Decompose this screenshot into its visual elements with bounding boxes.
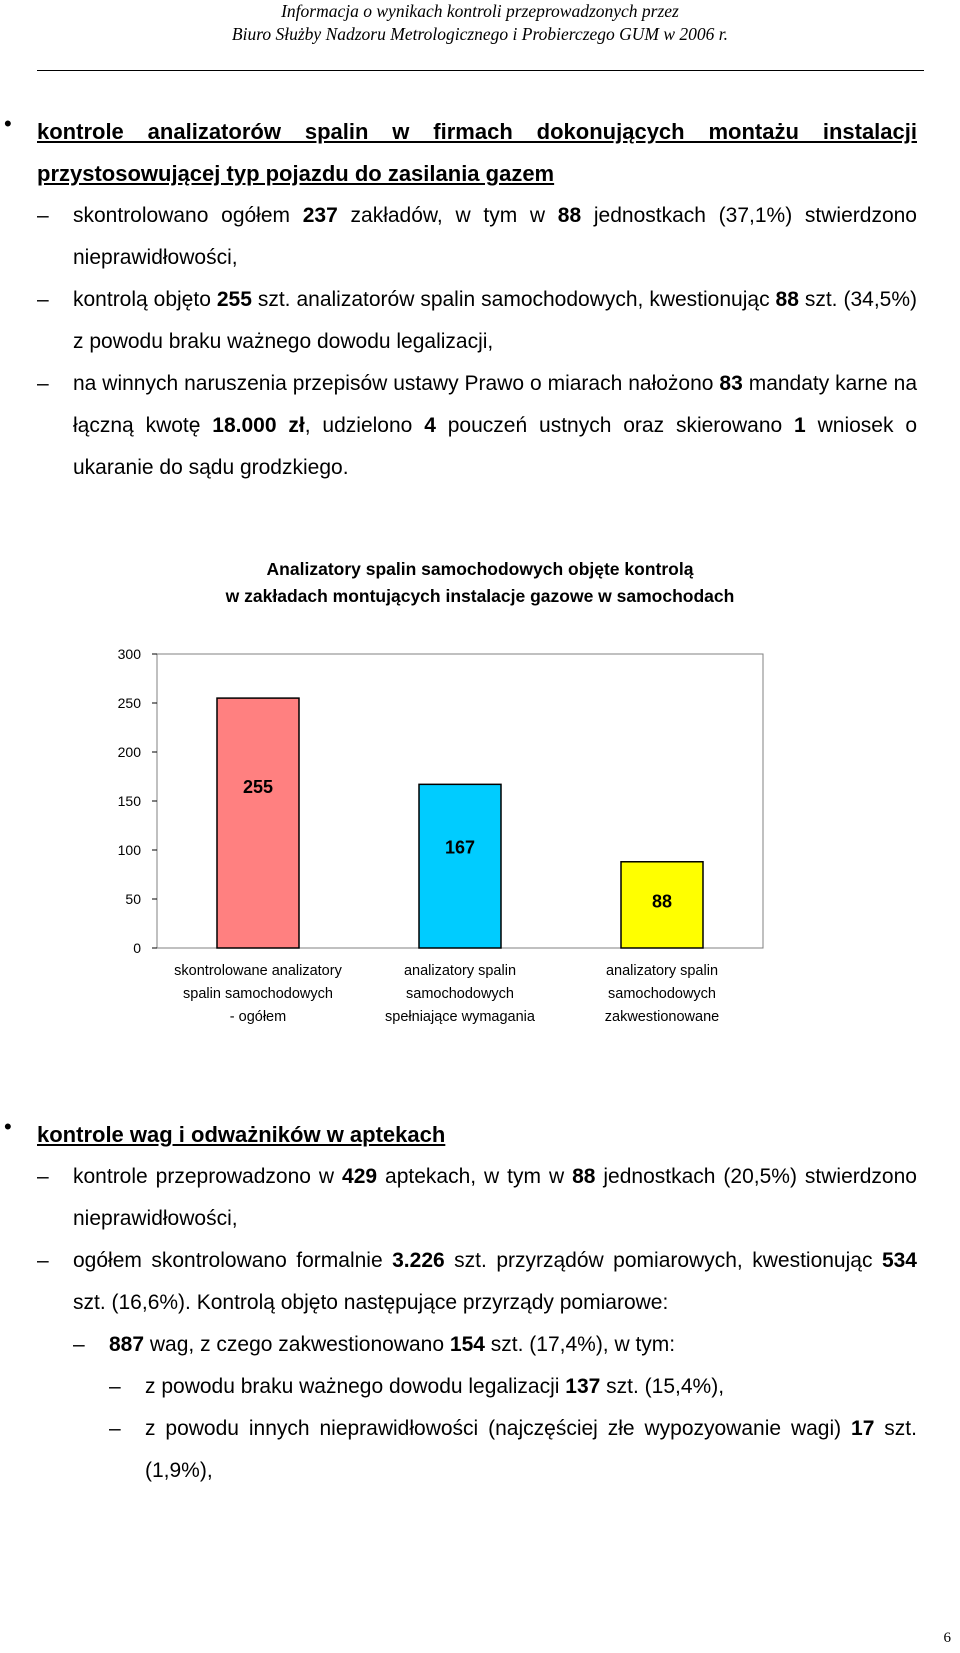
x-category-label-line: spalin samochodowych xyxy=(183,986,333,1002)
x-category-label xyxy=(552,960,772,1029)
y-tick-label: 250 xyxy=(117,695,141,711)
y-tick-label: 200 xyxy=(117,744,141,760)
y-tick-label: 50 xyxy=(125,891,141,907)
bar-value-label: 88 xyxy=(651,891,673,912)
list-item: – ogółem skontrolowano formalnie 3.226 szt. przyrządów pomiarowych, kwestionując 534 szt. (16,6%). Kontrolą objęto następujące przyrządy pomiarowe: xyxy=(73,1240,917,1324)
dash-icon: – xyxy=(37,372,49,395)
y-tick-label: 300 xyxy=(117,646,141,662)
chart-title-line-2: w zakładach montujących instalacje gazowe w samochodach xyxy=(225,586,735,606)
page-header xyxy=(0,0,960,46)
header-line-2: Biuro Służby Nadzoru Metrologicznego i Probierczego GUM w 2006 r. xyxy=(231,24,729,44)
x-category-label xyxy=(148,960,368,1029)
sub-sub-list-item: – z powodu innych nieprawidłowości (najczęściej złe wypozyowanie wagi) 17 szt. (1,9%), xyxy=(145,1408,917,1492)
section-pharmacy-scales xyxy=(4,1114,917,1492)
dash-icon: – xyxy=(37,1165,49,1188)
sub-list-item: – 887 wag, z czego zakwestionowano 154 szt. (17,4%), w tym: xyxy=(109,1324,917,1366)
list-item: – kontrolą objęto 255 szt. analizatorów spalin samochodowych, kwestionując 88 szt. (34,5%) z powodu braku ważnego dowodu legalizacji, xyxy=(73,279,917,363)
bullet-dot-icon: • xyxy=(4,1114,12,1139)
list-item: – skontrolowano ogółem 237 zakładów, w tym w 88 jednostkach (37,1%) stwierdzono nieprawidłowości, xyxy=(73,195,917,279)
chart-title-line-1: Analizatory spalin samochodowych objęte kontrolą xyxy=(266,559,694,579)
list-item: – kontrole przeprowadzono w 429 aptekach, w tym w 88 jednostkach (20,5%) stwierdzono nieprawidłowości, xyxy=(73,1156,917,1240)
bar-value-label: 167 xyxy=(444,837,476,858)
x-category-label-line: samochodowych xyxy=(608,986,716,1002)
x-category-label-line: samochodowych xyxy=(406,986,514,1002)
section-exhaust-analyzers xyxy=(4,111,918,489)
bar-value-label: 255 xyxy=(242,777,274,798)
dash-icon: – xyxy=(109,1375,121,1398)
x-category-label-line: analizatory spalin xyxy=(605,963,719,979)
dash-icon: – xyxy=(109,1417,121,1440)
x-category-label-line: skontrolowane analizatory xyxy=(174,963,342,979)
section-title: kontrole wag i odważników w aptekach xyxy=(37,1122,446,1147)
list-item: – na winnych naruszenia przepisów ustawy Prawo o miarach nałożono 83 mandaty karne na łączną kwotę 18.000 zł, udzielono 4 pouczeń ustnych oraz skierowano 1 wniosek o ukaranie do sądu grodzkiego. xyxy=(73,363,917,489)
dash-icon: – xyxy=(37,1249,49,1272)
x-category-label-line: analizatory spalin xyxy=(403,963,517,979)
header-line-1: Informacja o wynikach kontroli przeprowadzonych przez xyxy=(281,1,679,21)
x-category-label-line: - ogółem xyxy=(229,1009,287,1025)
x-category-label-line: zakwestionowane xyxy=(604,1009,720,1025)
dash-icon: – xyxy=(37,204,49,227)
bar xyxy=(419,784,501,948)
y-tick-label: 0 xyxy=(133,940,141,956)
section-title: kontrole analizatorów spalin w firmach dokonujących montażu instalacji przystosowującej typ pojazdu do zasilania gazem xyxy=(37,119,917,186)
bar xyxy=(217,698,299,948)
x-category-label xyxy=(350,960,570,1029)
y-tick-label: 100 xyxy=(117,842,141,858)
page-number: 6 xyxy=(943,1630,951,1646)
y-tick-label: 150 xyxy=(117,793,141,809)
dash-icon: – xyxy=(73,1333,85,1356)
bar-chart xyxy=(0,550,960,1050)
x-category-label-line: spełniające wymagania xyxy=(385,1009,535,1025)
sub-sub-list-item: – z powodu braku ważnego dowodu legalizacji 137 szt. (15,4%), xyxy=(145,1366,917,1408)
header-divider xyxy=(37,70,924,71)
bullet-dot-icon: • xyxy=(4,111,12,136)
dash-icon: – xyxy=(37,288,49,311)
